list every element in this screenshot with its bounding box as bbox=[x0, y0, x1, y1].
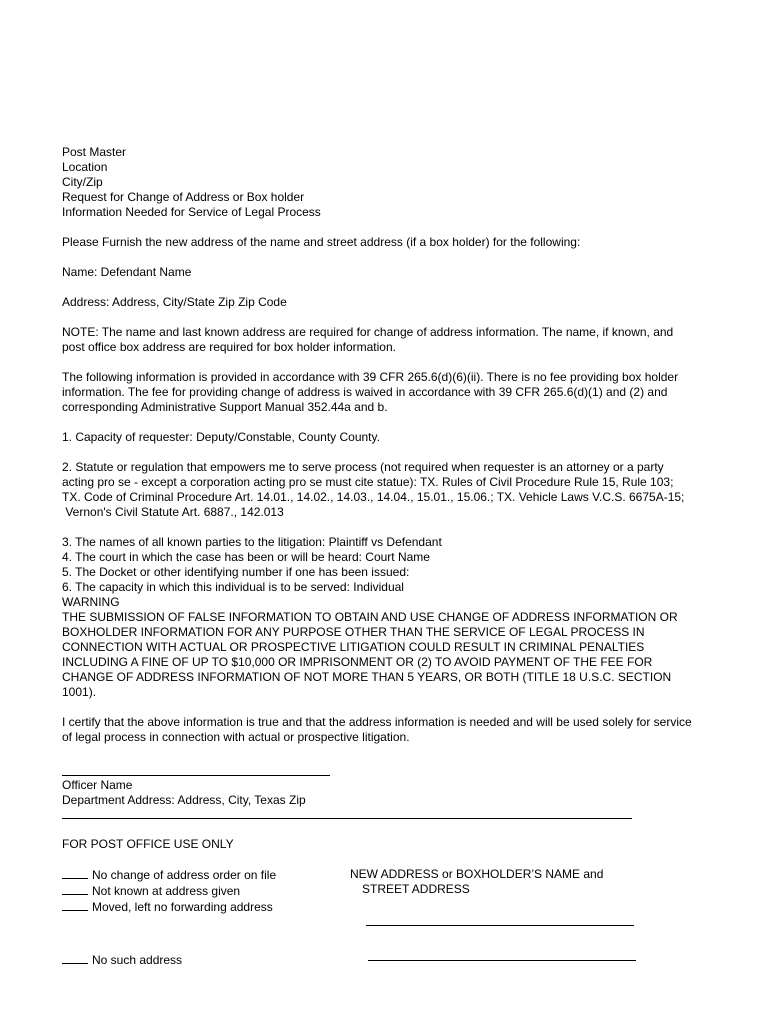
items-block bbox=[62, 535, 712, 700]
certify-line: of legal process in connection with actual or prospective litigation. bbox=[62, 730, 410, 744]
post-office-options bbox=[62, 867, 276, 915]
post-office-title-block bbox=[62, 837, 712, 852]
checkbox-blank[interactable] bbox=[62, 899, 88, 911]
item1-paragraph bbox=[62, 430, 712, 445]
post-office-section bbox=[62, 867, 712, 977]
warning-line: CHANGE OF ADDRESS INFORMATION OF NOT MORE THAN 5 YEARS, OR BOTH (TITLE 18 U.S.C. SECTION bbox=[62, 670, 672, 684]
option-label: No change of address order on file bbox=[92, 868, 277, 882]
certify-line: I certify that the above information is true and that the address information is needed and will be used solely for service bbox=[62, 715, 692, 729]
warning-line: INCLUDING A FINE OF UP TO $10,000 OR IMPRISONMENT OR (2) TO AVOID PAYMENT OF THE FEE FOR bbox=[62, 655, 653, 669]
info-line: corresponding Administrative Support Manual 352.44a and b. bbox=[62, 400, 388, 414]
warning-line: BOXHOLDER INFORMATION FOR ANY PURPOSE OTHER THAN THE SERVICE OF LEGAL PROCESS IN bbox=[62, 625, 645, 639]
checkbox-blank[interactable] bbox=[62, 867, 88, 879]
new-address-line[interactable] bbox=[366, 925, 634, 926]
note-line: post office box address are required for box holder information. bbox=[62, 340, 396, 354]
request-paragraph bbox=[62, 235, 712, 250]
address-paragraph bbox=[62, 295, 712, 310]
capacity-of-requester: 1. Capacity of requester: Deputy/Constable, County County. bbox=[62, 430, 380, 444]
signature-line bbox=[62, 775, 330, 776]
list-item: 5. The Docket or other identifying number if one has been issued: bbox=[62, 565, 410, 579]
post-office-title: FOR POST OFFICE USE ONLY bbox=[62, 837, 234, 851]
checkbox-blank[interactable] bbox=[62, 883, 88, 895]
checkbox-blank[interactable] bbox=[62, 952, 88, 964]
warning-line: 1001). bbox=[62, 685, 97, 699]
info-paragraph bbox=[62, 370, 712, 415]
new-address-label: NEW ADDRESS or BOXHOLDER’S NAME and bbox=[350, 867, 604, 881]
option-label: Moved, left no forwarding address bbox=[92, 900, 273, 914]
header-location: Location bbox=[62, 160, 108, 174]
header-cityzip: City/Zip bbox=[62, 175, 103, 189]
request-text: Please Furnish the new address of the name and street address (if a box holder) for the following: bbox=[62, 235, 581, 249]
option-not-known[interactable] bbox=[62, 883, 276, 899]
statute-line: TX. Code of Criminal Procedure Art. 14.01., 14.02., 14.03., 14.04., 15.01., 15.06.; TX. Vehicle Laws V.C.S. 6675A-15; bbox=[62, 490, 685, 504]
note-line: NOTE: The name and last known address are required for change of address information. The name, if known, and bbox=[62, 325, 674, 339]
new-address-block bbox=[350, 867, 603, 897]
header-request: Request for Change of Address or Box holder bbox=[62, 190, 305, 204]
header-postmaster: Post Master bbox=[62, 145, 127, 159]
option-label: No such address bbox=[92, 953, 183, 967]
header-block bbox=[62, 145, 712, 220]
option-label: Not known at address given bbox=[92, 884, 241, 898]
document-page bbox=[62, 145, 712, 977]
warning-title: WARNING bbox=[62, 595, 120, 609]
section-divider bbox=[62, 818, 632, 819]
list-item: 6. The capacity in which this individual is to be served: Individual bbox=[62, 580, 404, 594]
street-address-label: STREET ADDRESS bbox=[362, 882, 470, 896]
list-item: 3. The names of all known parties to the litigation: Plaintiff vs Defendant bbox=[62, 535, 442, 549]
statute-line: Vernon's Civil Statute Art. 6887., 142.013 bbox=[62, 505, 284, 519]
statute-line: acting pro se - except a corporation acting pro se must cite statue): TX. Rules of Civil Procedure Rule 15, Rule 103; bbox=[62, 475, 674, 489]
statute-line: 2. Statute or regulation that empowers me to serve process (not required when requester is an attorney or a party bbox=[62, 460, 664, 474]
note-paragraph bbox=[62, 325, 712, 355]
info-line: information. The fee for providing change of address is waived in accordance with 39 CFR 265.6(d)(1) and (2) and bbox=[62, 385, 668, 399]
list-item: 4. The court in which the case has been or will be heard: Court Name bbox=[62, 550, 430, 564]
defendant-name: Name: Defendant Name bbox=[62, 265, 192, 279]
header-info-needed: Information Needed for Service of Legal Process bbox=[62, 205, 321, 219]
option-no-such-address[interactable] bbox=[62, 952, 182, 968]
name-paragraph bbox=[62, 265, 712, 280]
option-moved[interactable] bbox=[62, 899, 276, 915]
department-address: Department Address: Address, City, Texas Zip bbox=[62, 793, 306, 807]
defendant-address: Address: Address, City/State Zip Zip Code bbox=[62, 295, 287, 309]
street-address-line[interactable] bbox=[368, 960, 636, 961]
officer-name: Officer Name bbox=[62, 778, 133, 792]
warning-line: CONNECTION WITH ACTUAL OR PROSPECTIVE LITIGATION COULD RESULT IN CRIMINAL PENALTIES bbox=[62, 640, 645, 654]
item2-paragraph bbox=[62, 460, 712, 520]
info-line: The following information is provided in accordance with 39 CFR 265.6(d)(6)(ii). There is no fee providing box holder bbox=[62, 370, 679, 384]
certify-paragraph bbox=[62, 715, 712, 745]
option-no-change[interactable] bbox=[62, 867, 276, 883]
warning-line: THE SUBMISSION OF FALSE INFORMATION TO OBTAIN AND USE CHANGE OF ADDRESS INFORMATION OR bbox=[62, 610, 678, 624]
